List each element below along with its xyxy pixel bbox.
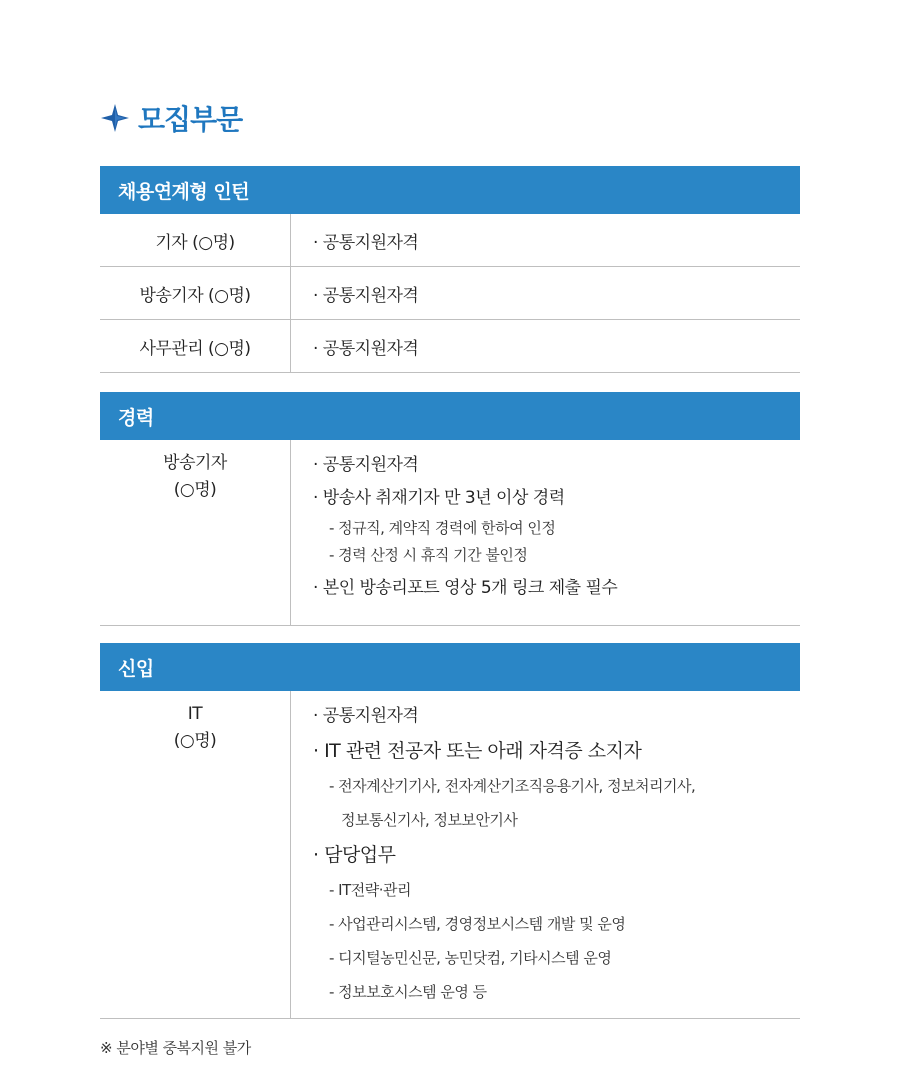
requirement-subitem: - 사업관리시스템, 경영정보시스템 개발 및 운영 [329,915,626,933]
table-row [100,691,800,1019]
section-newcomer [100,643,800,1019]
position-cell: 사무관리 (○명) [100,320,291,372]
requirement-subitem: - 정보보호시스템 운영 등 [329,983,487,1001]
position-cell: 기자 (○명) [100,214,291,266]
requirement-subitem: - 정규직, 계약직 경력에 한하여 인정 [329,519,556,537]
table-row [100,440,800,626]
requirement-subitem: - IT전략·관리 [329,881,411,899]
requirement-cell [291,440,800,625]
requirement-item: · 공통지원자격 [313,706,419,726]
section-header-intern: 채용연계형 인턴 [100,166,800,214]
section-header-newcomer: 신입 [100,643,800,691]
position-name: IT [187,704,203,724]
footnote: ※ 분야별 중복지원 불가 [100,1039,251,1057]
section-career [100,392,800,626]
page-heading [100,98,242,138]
requirement-subitem: - 전자계산기기사, 전자계산기조직응용기사, 정보처리기사, [329,777,696,795]
position-cell [100,440,291,625]
requirement-item: · 본인 방송리포트 영상 5개 링크 제출 필수 [313,578,618,598]
star-icon [100,103,130,133]
requirement-item: · IT 관련 전공자 또는 아래 자격증 소지자 [313,740,642,762]
requirement-subitem: 정보통신기사, 정보보안기사 [341,811,518,829]
requirement-cell: · 공통지원자격 [313,338,419,359]
position-count: (○명) [173,480,217,500]
requirement-subitem: - 디지털농민신문, 농민닷컴, 기타시스템 운영 [329,949,612,967]
requirement-cell: · 공통지원자격 [313,232,419,253]
page-title: 모집부문 [138,103,243,136]
requirement-item: · 담당업무 [313,844,396,866]
requirement-item: · 공통지원자격 [313,455,419,475]
requirement-subitem: - 경력 산정 시 휴직 기간 불인정 [329,546,528,564]
table-row [100,320,800,373]
requirement-cell [291,691,800,1018]
position-cell [100,691,291,1018]
section-header-career: 경력 [100,392,800,440]
requirement-item: · 방송사 취재기자 만 3년 이상 경력 [313,488,565,508]
table-row [100,267,800,320]
position-count: (○명) [173,731,217,751]
position-name: 방송기자 [163,453,227,473]
table-row [100,214,800,267]
position-cell: 방송기자 (○명) [100,267,291,319]
section-intern [100,166,800,373]
requirement-cell: · 공통지원자격 [313,285,419,306]
